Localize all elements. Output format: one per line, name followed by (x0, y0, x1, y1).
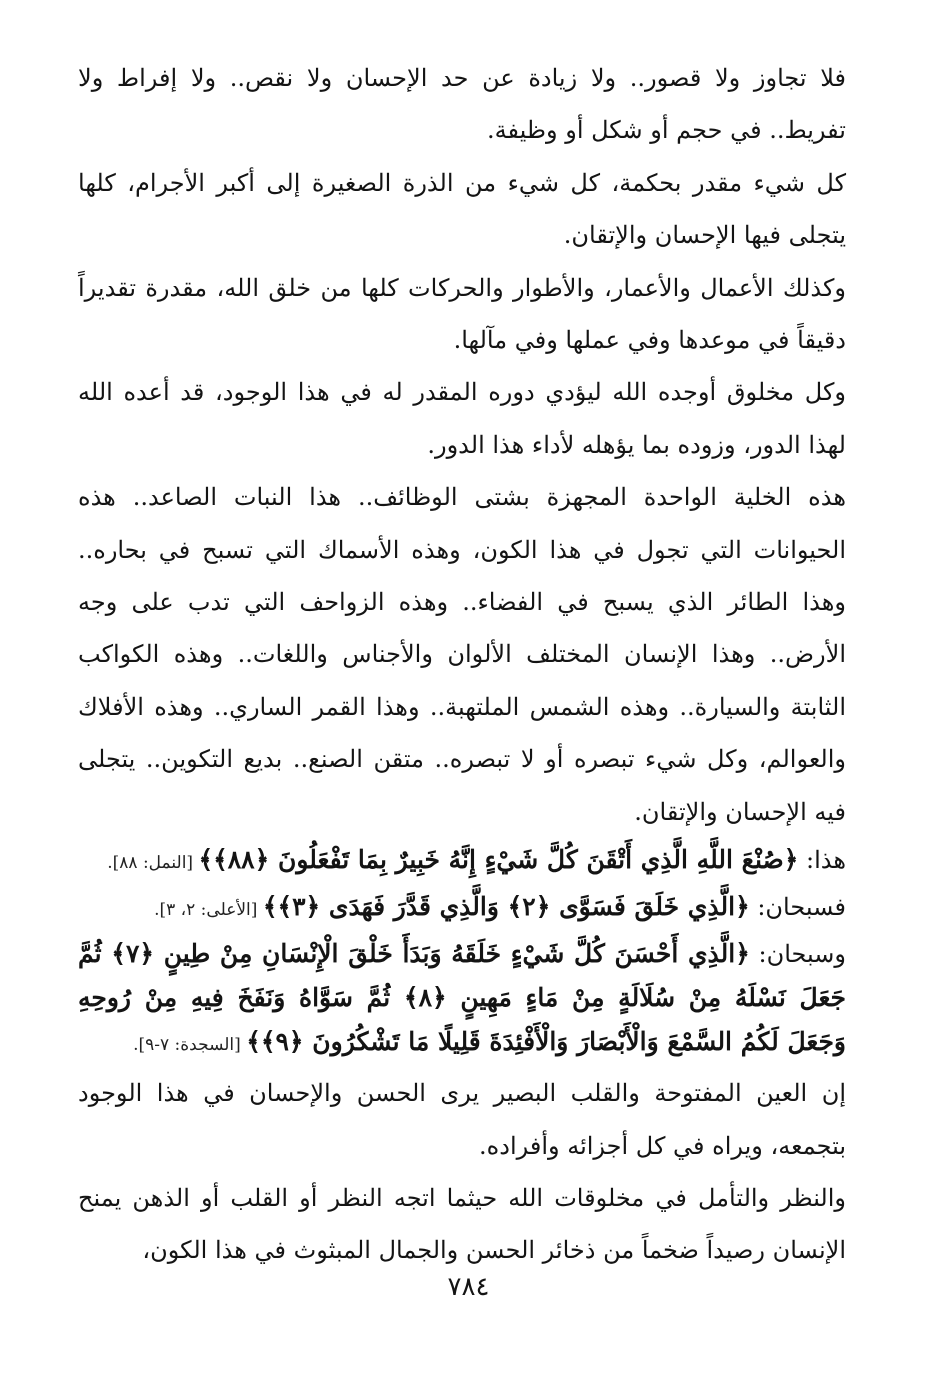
quran-citation (78, 885, 846, 932)
paragraph: إن العين المفتوحة والقلب البصير يرى الحسن والإحسان في هذا الوجود بتجمعه، ويراه في كل أجزائه وأفراده. (78, 1079, 846, 1160)
quran-verse: ﴿الَّذِي خَلَقَ فَسَوَّى ﴿٢﴾ وَالَّذِي قَدَّرَ فَهَدَى ﴿٣﴾﴾ (262, 892, 750, 922)
page-number: ٧٨٤ (447, 1272, 490, 1302)
citation-intro: هذا: (798, 846, 846, 875)
citation-intro: فسبحان: (749, 893, 846, 922)
verse-reference: [السجدة: ٧-٩]. (133, 1035, 247, 1056)
paragraph: وكل مخلوق أوجده الله ليؤدي دوره المقدر له في هذا الوجود، قد أعده الله لهذا الدور، وزوده بما يؤهله لأداء هذا الدور. (78, 378, 847, 459)
quran-citation (78, 932, 846, 1067)
quran-verse: ﴿الَّذِي أَحْسَنَ كُلَّ شَيْءٍ خَلَقَهُ وَبَدَأَ خَلْقَ الْإِنْسَانِ مِنْ طِينٍ ﴿٧﴾ ثُمَّ جَعَلَ نَسْلَهُ مِنْ سُلَالَةٍ مِنْ مَاءٍ مَهِينٍ ﴿٨﴾ ثُمَّ سَوَّاهُ وَنَفَخَ فِيهِ مِنْ رُوحِهِ وَجَعَلَ لَكُمُ السَّمْعَ وَالْأَبْصَارَ وَالْأَفْئِدَةَ قَلِيلًا مَا تَشْكُرُونَ ﴿٩﴾﴾ (78, 939, 846, 1057)
verse-reference: [النمل: ٨٨]. (107, 853, 199, 874)
citation-intro: وسبحان: (749, 940, 846, 969)
quran-citation (78, 838, 846, 885)
paragraph: وكذلك الأعمال والأعمار، والأطوار والحركات كلها من خلق الله، مقدرة تقديراً دقيقاً في موعدها وفي عملها وفي مآلها. (78, 273, 847, 355)
paragraph: كل شيء مقدر بحكمة، كل شيء من الذرة الصغيرة إلى أكبر الأجرام، كلها يتجلى فيها الإحسان والإتقان. (78, 168, 846, 250)
paragraph: فلا تجاوز ولا قصور.. ولا زيادة عن حد الإحسان ولا نقص.. ولا إفراط ولا تفريط.. في حجم أو شكل أو وظيفة. (78, 64, 846, 145)
quran-verse: ﴿صُنْعَ اللَّهِ الَّذِي أَتْقَنَ كُلَّ شَيْءٍ إِنَّهُ خَبِيرٌ بِمَا تَفْعَلُونَ ﴿٨٨﴾﴾ (198, 845, 799, 875)
paragraph: هذه الخلية الواحدة المجهزة بشتى الوظائف.. هذا النبات الصاعد.. هذه الحيوانات التي تجول في هذا الكون، وهذه الأسماك التي تسبح في بحاره.. وهذا الطائر الذي يسبح في الفضاء.. وهذه الزواحف التي تدب على وجه الأرض.. وهذا الإنسان المختلف الألوان والأجناس واللغات.. وهذه الكواكب الثابتة والسيارة.. وهذه الشمس الملتهبة.. وهذا القمر الساري.. وهذه الأفلاك والعوالم، وكل شيء تبصره أو لا تبصره.. متقن الصنع.. بديع التكوين.. يتجلى فيه الإحسان والإتقان. (78, 483, 846, 826)
verse-reference: [الأعلى: ٢، ٣]. (154, 900, 263, 921)
paragraph: والنظر والتأمل في مخلوقات الله حيثما اتجه النظر أو القلب أو الذهن يمنح الإنسان رصيداً ضخماً من ذخائر الحسن والجمال المبثوث في هذا الكون، (78, 1183, 846, 1265)
page-body (78, 52, 846, 1277)
